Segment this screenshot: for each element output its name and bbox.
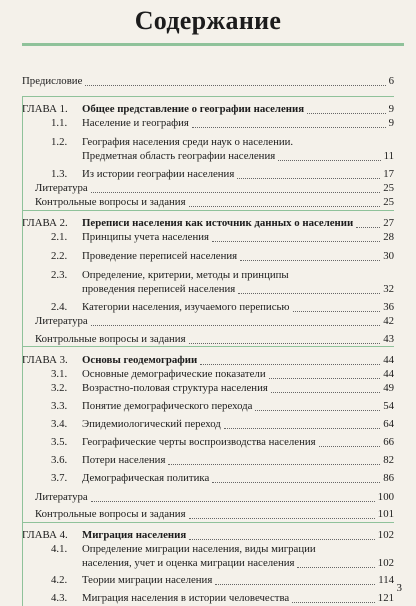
leader-dots (224, 414, 380, 429)
chapter-label: ГЛАВА 4. (22, 529, 68, 541)
leader-dots (215, 570, 375, 585)
chapter-separator (22, 210, 394, 211)
section-title: Понятие демографического перехода (82, 400, 253, 412)
leader-dots (297, 553, 374, 568)
page-ref: 17 (383, 168, 394, 180)
leader-dots (278, 146, 380, 161)
page-ref: 42 (383, 315, 394, 327)
leader-dots (189, 192, 381, 207)
section-title: населения, учет и оценка миграции населения (82, 557, 295, 569)
leader-dots (271, 378, 380, 393)
subsection-title: Контрольные вопросы и задания (35, 333, 186, 345)
subsection-title: Литература (35, 315, 88, 327)
section-title: проведения переписей населения (82, 283, 236, 295)
section-number: 3.6. (51, 454, 68, 466)
page-ref: 36 (383, 301, 394, 313)
section-number: 1.3. (51, 168, 68, 180)
leader-dots (189, 525, 375, 540)
leader-dots (269, 364, 381, 379)
page-ref: 54 (383, 400, 394, 412)
leader-dots (212, 227, 380, 242)
leader-dots (189, 504, 375, 519)
page-ref: 66 (383, 436, 394, 448)
page-number: 3 (396, 582, 402, 594)
section-title: Предметная область географии населения (82, 150, 276, 162)
page-ref: 9 (388, 103, 394, 115)
toc-entry (22, 149, 394, 163)
toc-entry (22, 381, 394, 395)
section-number: 3.4. (51, 418, 68, 430)
leader-dots (292, 588, 375, 603)
page-ref: 121 (377, 592, 394, 604)
toc-entry (22, 314, 394, 328)
section-title: Теории миграции населения (82, 574, 213, 586)
page-ref: 25 (383, 182, 394, 194)
page-ref: 27 (383, 217, 394, 229)
chapter-separator (22, 96, 394, 97)
leader-dots (255, 396, 380, 411)
section-number: 4.3. (51, 592, 68, 604)
page-ref: 11 (383, 150, 394, 162)
leader-dots (91, 311, 381, 326)
page-ref: 100 (377, 491, 394, 503)
leader-dots (168, 450, 380, 465)
leader-dots (212, 468, 380, 483)
section-number: 3.3. (51, 400, 68, 412)
section-title: Основные демографические показатели (82, 368, 266, 380)
page-ref: 44 (383, 368, 394, 380)
section-title: Определение, критерии, методы и принципы (82, 269, 289, 281)
leader-dots (293, 297, 381, 312)
section-title: Потери населения (82, 454, 166, 466)
toc-entry (22, 471, 394, 485)
leader-dots (200, 350, 380, 365)
section-number: 2.2. (51, 250, 68, 262)
section-title: Проведение переписей населения (82, 250, 238, 262)
toc-entry (22, 573, 394, 587)
leader-dots (319, 432, 381, 447)
toc-entry (22, 399, 394, 413)
toc-entry (22, 332, 394, 346)
section-title: Географические черты воспроизводства населения (82, 436, 316, 448)
page-ref: 86 (383, 472, 394, 484)
toc-entry (22, 282, 394, 296)
leader-dots (189, 329, 381, 344)
page-title: Содержание (134, 6, 282, 35)
section-title: Эпидемиологический переход (82, 418, 221, 430)
page-ref: 44 (383, 354, 394, 366)
section-number: 3.7. (51, 472, 68, 484)
page-ref: 102 (377, 529, 394, 541)
section-number: 2.3. (51, 269, 68, 281)
toc-entry (22, 490, 394, 504)
leader-dots (237, 164, 380, 179)
chapter-label: ГЛАВА 3. (22, 354, 68, 366)
leader-dots (238, 279, 380, 294)
section-number: 2.4. (51, 301, 68, 313)
chapter-label: ГЛАВА 2. (22, 217, 68, 229)
toc-entry (22, 230, 394, 244)
toc-entry (22, 116, 394, 130)
section-number: 3.2. (51, 382, 68, 394)
page-ref: 32 (383, 283, 394, 295)
section-number: 2.1. (51, 231, 68, 243)
chapter-bracket (22, 522, 23, 606)
page-ref: 28 (383, 231, 394, 243)
page-ref: 102 (377, 557, 394, 569)
chapter-label: ГЛАВА 1. (22, 103, 68, 115)
page-ref: 101 (377, 508, 394, 520)
chapter-bracket (22, 346, 23, 522)
toc-entry (22, 556, 394, 570)
leader-dots (307, 99, 386, 114)
entry-text: Предисловие (22, 75, 83, 87)
section-number: 4.1. (51, 543, 68, 555)
title-rule (22, 43, 404, 46)
subsection-title: Литература (35, 491, 88, 503)
toc-entry (22, 74, 394, 88)
leader-dots (91, 487, 375, 502)
chapter-bracket (22, 210, 23, 346)
leader-dots (192, 113, 386, 128)
subsection-title: Литература (35, 182, 88, 194)
page-ref: 25 (383, 196, 394, 208)
chapter-title: Общее представление о географии населения (82, 103, 305, 115)
leader-dots (91, 178, 381, 193)
toc-entry (22, 435, 394, 449)
section-title: Население и география (82, 117, 189, 129)
chapter-separator (22, 346, 394, 347)
chapter-bracket (22, 96, 23, 210)
chapter-title: Миграция населения (82, 529, 187, 541)
section-title: Определение миграции населения, виды миграции (82, 543, 316, 555)
section-number: 1.2. (51, 136, 68, 148)
section-title: Категории населения, изучаемого переписью (82, 301, 290, 313)
toc-entry (22, 249, 394, 263)
toc-entry (22, 453, 394, 467)
section-title: Из истории географии населения (82, 168, 235, 180)
subsection-title: Контрольные вопросы и задания (35, 508, 186, 520)
leader-dots (356, 213, 380, 228)
section-title: Принципы учета населения (82, 231, 209, 243)
section-title: Миграция населения в истории человечества (82, 592, 290, 604)
leader-dots (85, 71, 385, 86)
toc-entry (22, 195, 394, 209)
chapter-title: Основы геодемографии (82, 354, 198, 366)
page-ref: 114 (378, 574, 394, 586)
section-number: 4.2. (51, 574, 68, 586)
section-number: 3.1. (51, 368, 68, 380)
section-number: 3.5. (51, 436, 68, 448)
chapter-separator (22, 522, 394, 523)
chapter-entry (22, 528, 394, 542)
subsection-title: Контрольные вопросы и задания (35, 196, 186, 208)
page-ref: 9 (388, 117, 394, 129)
page-ref: 82 (383, 454, 394, 466)
section-title: Демографическая политика (82, 472, 210, 484)
section-number: 1.1. (51, 117, 68, 129)
toc-entry (22, 417, 394, 431)
chapter-title: Переписи населения как источник данных о населении (82, 217, 354, 229)
section-title: Возрастно-половая структура населения (82, 382, 268, 394)
page-ref: 30 (383, 250, 394, 262)
toc-entry (22, 591, 394, 605)
leader-dots (240, 246, 380, 261)
toc-entry (22, 507, 394, 521)
page-ref: 64 (383, 418, 394, 430)
section-title: География населения среди наук о населении. (82, 136, 294, 148)
page-ref: 49 (383, 382, 394, 394)
page-ref: 6 (388, 75, 394, 87)
page-ref: 43 (383, 333, 394, 345)
